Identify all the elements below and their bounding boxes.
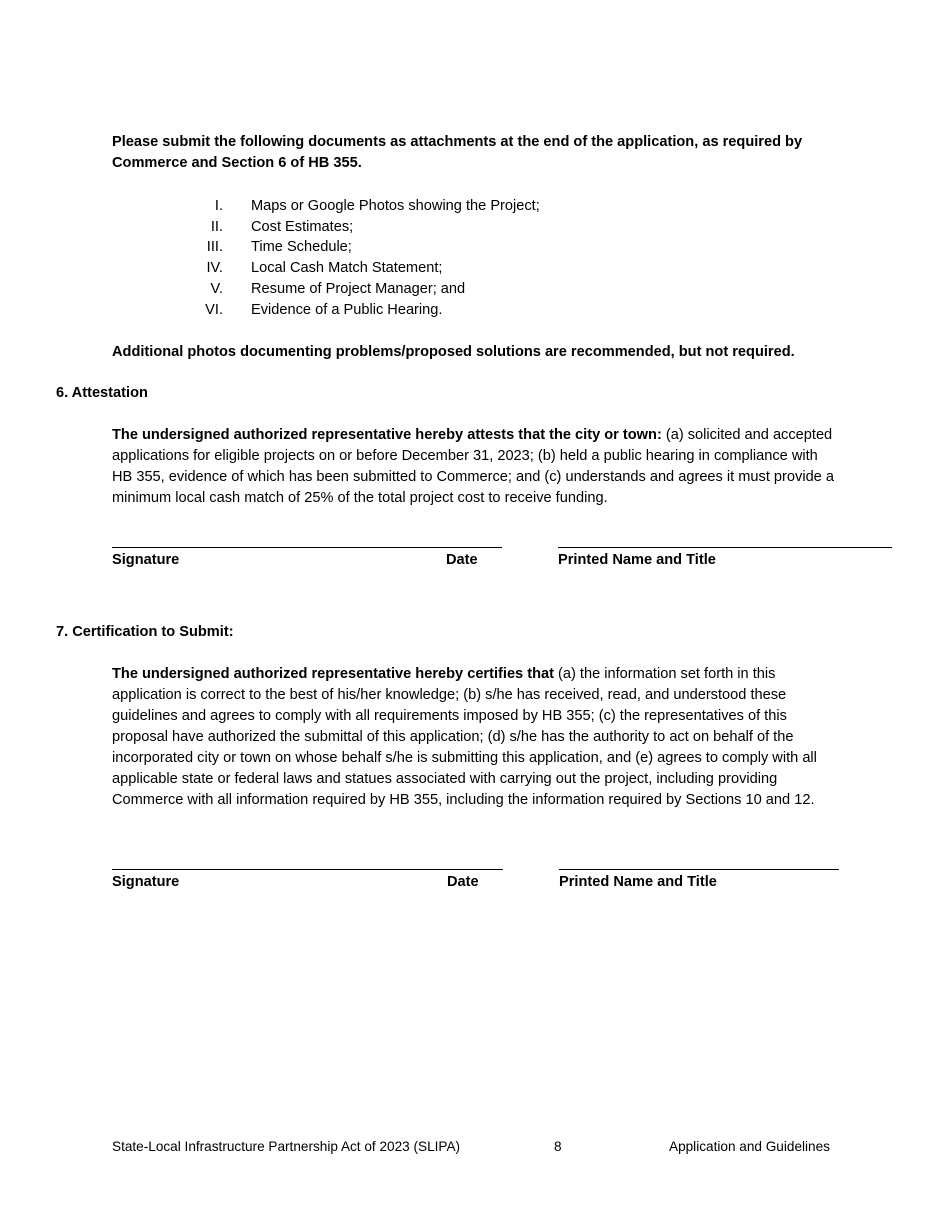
list-number: III.	[206, 239, 223, 255]
attestation-heading: 6. Attestation	[56, 385, 148, 401]
certification-date-label: Date	[447, 874, 479, 890]
documents-list	[0, 196, 950, 326]
attestation-body: (a) solicited and accepted applications for eligible projects on or before December 31, 2023; (b) held a public hearing in compliance with HB 355, evidence of which has been submitted to Commerce; and (c) understands and agrees it must provide a minimum local cash match of 25% of the total project cost to receive funding.	[112, 427, 834, 506]
attestation-lead: The undersigned authorized representative hereby attests that the city or town:	[112, 427, 662, 443]
additional-note: Additional photos documenting problems/proposed solutions are recommended, but not required.	[112, 344, 795, 360]
list-text: Evidence of a Public Hearing.	[251, 302, 443, 318]
list-number: II.	[210, 219, 223, 235]
list-text: Time Schedule;	[251, 239, 352, 255]
list-text: Maps or Google Photos showing the Project;	[251, 198, 540, 214]
list-text: Local Cash Match Statement;	[251, 260, 443, 276]
list-number: IV.	[206, 260, 223, 276]
certification-heading: 7. Certification to Submit:	[56, 624, 234, 640]
attestation-signature-line	[112, 547, 502, 548]
certification-name-line	[559, 869, 839, 870]
certification-signature-line	[112, 869, 503, 870]
footer-right: Application and Guidelines	[669, 1139, 830, 1154]
list-number: V.	[210, 281, 223, 297]
footer-left: State-Local Infrastructure Partnership Act of 2023 (SLIPA)	[112, 1139, 461, 1154]
footer-page-number: 8	[554, 1139, 562, 1154]
attestation-name-line	[558, 547, 892, 548]
certification-name-label: Printed Name and Title	[559, 874, 717, 890]
attestation-signature-label: Signature	[112, 552, 180, 568]
attestation-name-label: Printed Name and Title	[558, 552, 716, 568]
list-number: VI.	[205, 302, 223, 318]
list-text: Cost Estimates;	[251, 219, 354, 235]
certification-signature-label: Signature	[112, 874, 180, 890]
attestation-paragraph	[112, 425, 840, 509]
list-number: I.	[214, 198, 223, 214]
intro-paragraph: Please submit the following documents as attachments at the end of the application, as required by Commerce and Section 6 of HB 355.	[112, 134, 803, 171]
certification-paragraph	[112, 664, 840, 811]
certification-lead: The undersigned authorized representative hereby certifies that	[112, 666, 554, 682]
attestation-date-label: Date	[446, 552, 478, 568]
list-text: Resume of Project Manager; and	[251, 281, 466, 297]
certification-body: (a) the information set forth in this application is correct to the best of his/her knowledge; (b) s/he has received, read, and understood these guidelines and agrees to comply with all requirements imposed by HB 355; (c) the representatives of this proposal have authorized the submittal of this application; (d) s/he has the authority to act on behalf of the incorporated city or town on whose behalf s/he is submitting this application, and (e) agrees to comply with all applicable state or federal laws and statues associated with carrying out the project, including providing Commerce with all information required by HB 355, including the information required by Sections 10 and 12.	[112, 666, 817, 808]
